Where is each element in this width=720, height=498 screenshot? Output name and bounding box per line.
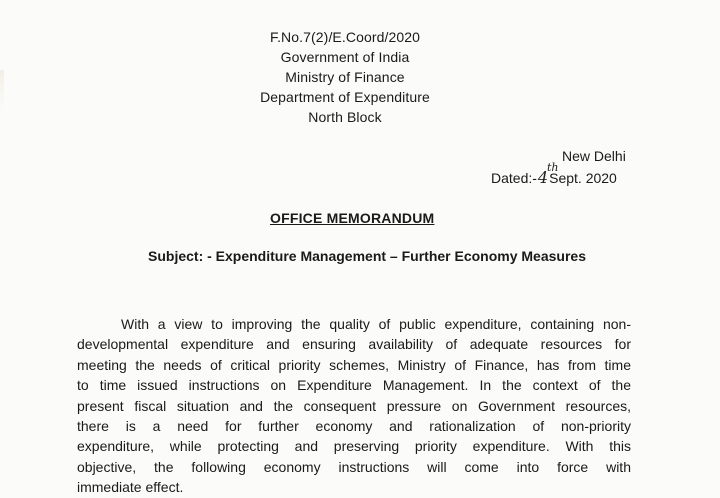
body-line: With a view to improving the quality of public expenditure, containing non- [121,316,631,332]
body-line: present fiscal situation and the consequent pressure on Government resources, [77,397,631,414]
memo-body [77,314,631,498]
subject-line: Subject: - Expenditure Management – Further Economy Measures [148,248,586,264]
handwritten-day-suffix: th [547,161,559,174]
body-line: meeting the needs of critical priority schemes, Ministry of Finance, has from time [77,356,631,373]
place: New Delhi [562,148,626,164]
date-month-year: Sept. 2020 [549,170,617,186]
body-line: objective, the following economy instructions will come into force with [77,458,631,475]
body-line: immediate effect. [77,479,184,496]
department-name: Department of Expenditure [260,89,430,105]
body-line: developmental expenditure and ensuring availability of adequate resources for [77,336,631,353]
body-line: expenditure, while protecting and preserving priority expenditure. With this [77,438,631,455]
government-name: Government of India [280,49,410,65]
block-name: North Block [308,109,382,125]
date-line [491,161,617,188]
date-label: Dated:- [491,170,537,186]
body-line: to time issued instructions on Expenditure Management. In the context of the [77,377,631,394]
memo-title: OFFICE MEMORANDUM [270,210,435,226]
ministry-name: Ministry of Finance [285,69,405,85]
handwritten-day: 4 [537,168,549,187]
file-number: F.No.7(2)/E.Coord/2020 [269,29,421,45]
scan-edge-mark [0,70,4,110]
letterhead [210,27,480,127]
body-line: there is a need for further economy and rationalization of non-priority [77,418,631,435]
